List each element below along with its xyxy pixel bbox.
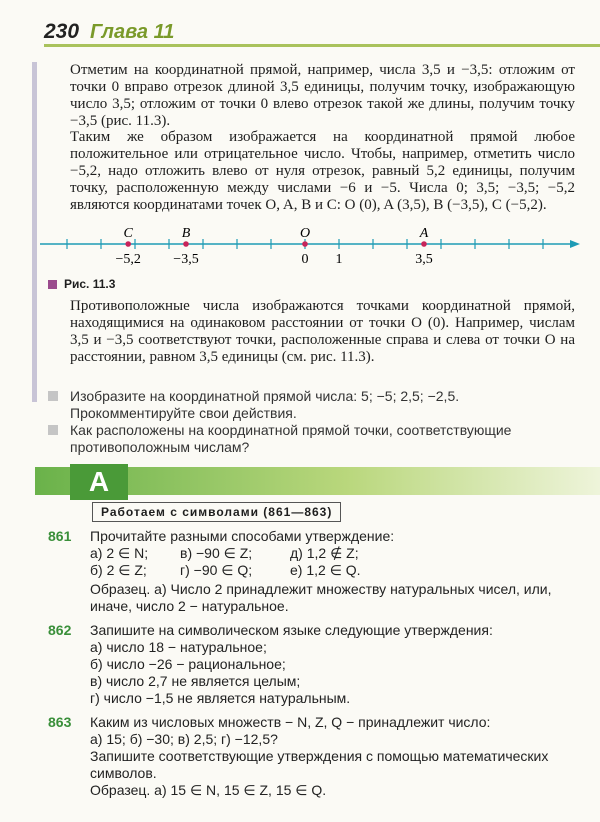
point-C: [125, 241, 131, 247]
question-1: Изобразите на координатной прямой числа: 5; −5; 2,5; −2,5. Прокомментируйте свои действия.: [48, 388, 578, 422]
paragraph-1: Отметим на координатной прямой, например, числа 3,5 и −3,5: отложим от точки 0 вправо отрезок длиной 3,5 единицы, получим точку, изображающую число 3,5; отложим от точки 0 влево отрезок такой же длины, получим точку −3,5 (рис. 11.3).: [70, 62, 575, 129]
point-value: 3,5: [415, 252, 433, 267]
section-band: [0, 467, 600, 495]
point-letter: O: [299, 226, 311, 241]
page-header: [0, 20, 600, 46]
point-value: 0: [301, 252, 309, 267]
paragraph-2: Таким же образом изображается на координатной прямой любое положительное или отрицательное число. Чтобы, например, отметить число −5,2, надо отложить влево от нуля отрезок, равный 5,2 единицы, получим точку, расположенную между числами −6 и −5. Числа 0; 3,5; −3,5; −5,2 являются координатами точек O, A, B и C: O (0), A (3,5), B (−3,5), C (−5,2).: [70, 129, 575, 213]
exercise-number: 863: [48, 714, 72, 730]
axis-arrow: [570, 240, 580, 248]
exercise-number: 862: [48, 622, 72, 638]
section-topic: Работаем с символами (861—863): [92, 502, 341, 522]
point-value: −5,2: [115, 252, 141, 267]
caption-square-icon: [48, 280, 57, 289]
point-value: 1: [335, 252, 343, 267]
page-number: 230: [44, 20, 80, 43]
point-A: [421, 241, 427, 247]
point-value: −3,5: [173, 252, 199, 267]
exercise-number: 861: [48, 528, 72, 544]
section-letter: А: [70, 464, 128, 500]
theory-sidebar-bar: [32, 62, 37, 402]
point-B: [183, 241, 189, 247]
point-letter: C: [123, 226, 133, 241]
point-letter: B: [181, 226, 191, 241]
exercise-prompt: Прочитайте разными способами утверждение:: [90, 528, 395, 544]
question-square-icon: [48, 391, 58, 401]
point-letter: A: [419, 226, 429, 241]
exercise-862: 862 Запишите на символическом языке следующие утверждения: а) число 18 − натуральное; б) число −26 − рациональное; в) число 2,7 не является целым; г) число −1,5 не является натуральным.: [48, 622, 493, 706]
figure-caption: Рис. 11.3: [48, 277, 115, 291]
exercise-sample: Образец. а) Число 2 принадлежит множеству натуральных чисел, или, иначе, число 2 − натуральное.: [90, 581, 552, 614]
chapter-title: Глава 11: [90, 21, 175, 43]
question-2: Как расположены на координатной прямой точки, соответствующие противоположным числам?: [48, 422, 578, 456]
number-line-figure: [40, 224, 580, 272]
exercise-861: 861 Прочитайте разными способами утверждение: а) 2 ∈ N; в) −90 ∈ Z; д) 1,2 ∉ Z; б) 2 ∈ Z; г) −90 ∈ Q; е) 1,2 ∈ Q. Образец. а) Число 2 принадлежит множеству натуральных чисел, или, иначе, число 2 − натуральное.: [48, 528, 578, 615]
question-square-icon: [48, 425, 58, 435]
paragraph-3: Противоположные числа изображаются точками координатной прямой, находящимися на одинаковом расстоянии от точки O (0). Например, числам 3,5 и −3,5 соответствуют точки, расположенные справа и слева от точки O на расстоянии, равном 3,5 единицы (см. рис. 11.3).: [70, 298, 575, 365]
exercise-863: 863 Каким из числовых множеств − N, Z, Q − принадлежит число: а) 15; б) −30; в) 2,5; г) −12,5? Запишите соответствующие утверждения с помощью математических символов. Образец. а) 15 ∈ N, 15 ∈ Z, 15 ∈ Q.: [48, 714, 549, 798]
header-rule: [44, 44, 600, 47]
axis-points: [115, 226, 432, 267]
point-O: [302, 241, 308, 247]
